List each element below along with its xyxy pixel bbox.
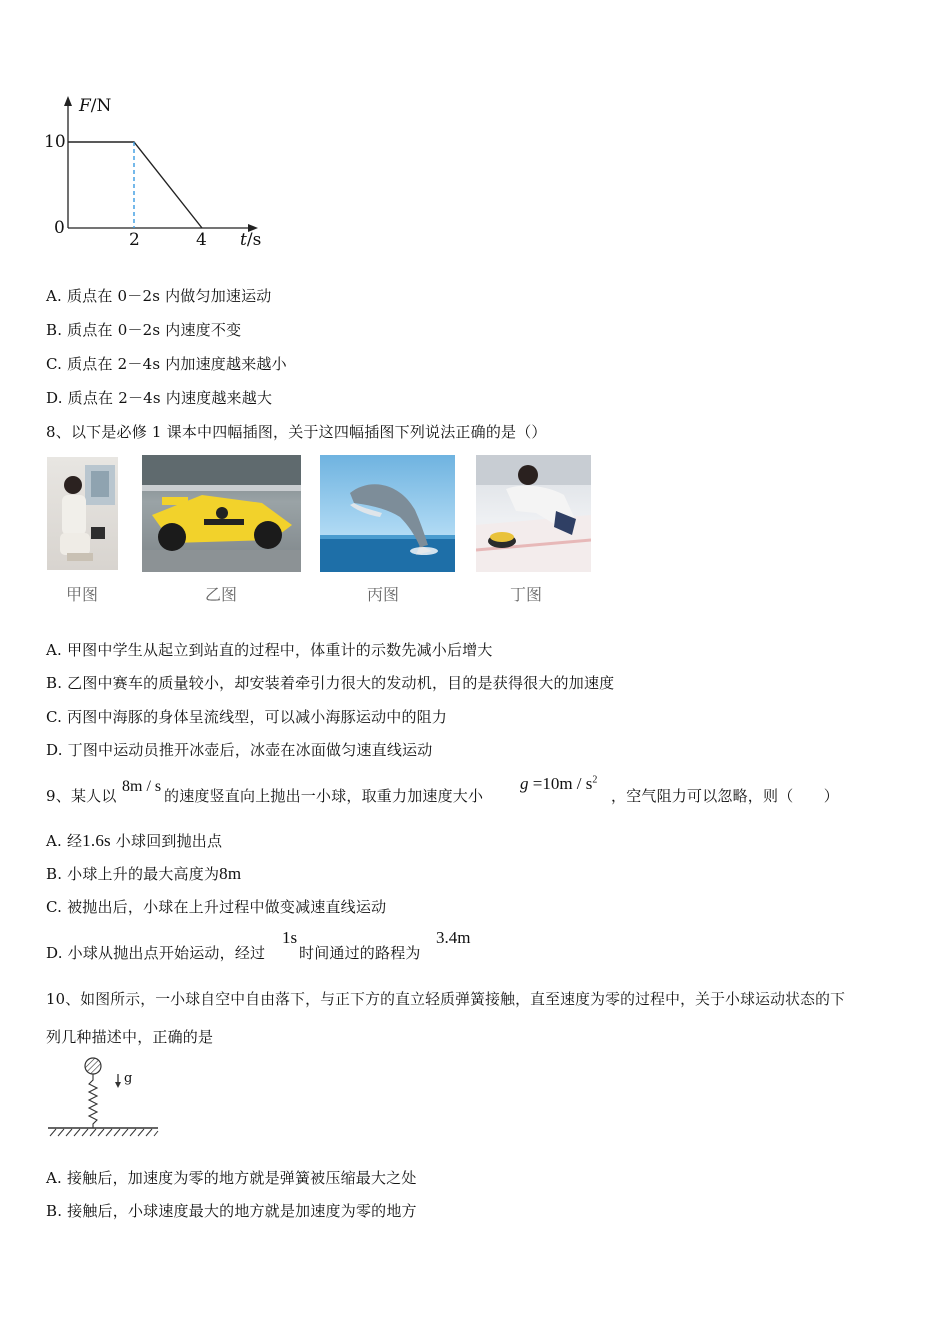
q9-option-a [46, 830, 222, 851]
ball [85, 1058, 101, 1074]
q10-option-a: A. 接触后，加速度为零的地方就是弹簧被压缩最大之处 [46, 1169, 417, 1187]
q8-option-c: C. 丙图中海豚的身体呈流线型，可以减小海豚运动中的阻力 [46, 708, 448, 726]
graph-origin: 0 [54, 218, 65, 238]
q9-speed: 8m / s [122, 778, 162, 795]
q8-option-b: B. 乙图中赛车的质量较小，却安装着牵引力很大的发动机，目的是获得很大的加速度 [46, 674, 615, 692]
graph-y-axis-italic: F [79, 96, 91, 116]
gravity-arrowhead [115, 1082, 121, 1088]
figure-g-label: g [124, 1071, 133, 1086]
q9-option-d-part1: D. 小球从抛出点开始运动，经过 [46, 944, 266, 962]
q9-g-expr: $g =10m / s^2$ [520, 774, 598, 793]
q9-stem-part2: 的速度竖直向上抛出一小球，取重力加速度大小 [164, 787, 484, 805]
q8-option-a: A. 甲图中学生从起立到站直的过程中，体重计的示数先减小后增大 [46, 641, 493, 659]
q9-option-a-math: 1.6s [82, 831, 111, 850]
y-axis-arrow [64, 96, 72, 106]
spring [89, 1074, 97, 1128]
q10-stem-line2: 列几种描述中，正确的是 [46, 1028, 214, 1046]
photo-jia-student-scale [47, 457, 118, 570]
caption-jia: 甲图 [66, 585, 99, 604]
q7-option-d: D. 质点在 2－4s 内速度越来越大 [46, 389, 273, 407]
q7-option-b: B. 质点在 0－2s 内速度不变 [46, 321, 242, 339]
q9-option-b-math: 8m [219, 864, 242, 883]
graph-x-tick-4: 4 [196, 230, 207, 250]
q9-option-d-dist: 3.4m [436, 928, 471, 947]
q9-stem-part1: 9、某人以 [46, 787, 117, 805]
graph-y-tick-10: 10 [44, 132, 66, 152]
ball-spring-figure [44, 1052, 164, 1142]
q7-option-a: A. 质点在 0－2s 内做匀加速运动 [46, 287, 272, 305]
q9-option-a-text1: A. 经 [46, 832, 83, 850]
photo-yi-race-car [142, 455, 301, 572]
q9-option-b [46, 863, 241, 884]
q8-option-d: D. 丁图中运动员推开冰壶后，冰壶在冰面做匀速直线运动 [46, 741, 433, 759]
force-line [68, 142, 202, 228]
graph-x-axis-unit: /s [246, 230, 262, 250]
q8-stem: 8、以下是必修 1 课本中四幅插图，关于这四幅插图下列说法正确的是（） [46, 423, 547, 441]
q9-option-b-text: B. 小球上升的最大高度为 [46, 865, 220, 883]
q9-stem-part3: ，空气阻力可以忽略，则（ ） [611, 787, 840, 805]
graph-y-axis-unit: /N [90, 96, 112, 116]
caption-yi: 乙图 [205, 585, 238, 604]
q9-option-a-text2: 小球回到抛出点 [110, 832, 223, 850]
graph-x-axis-italic: t [240, 230, 247, 250]
graph-y-axis-label [79, 96, 111, 116]
q10-stem-line1: 10、如图所示，一小球自空中自由落下，与正下方的直立轻质弹簧接触，直至速度为零的过程中，关于小球运动状态的下 [46, 991, 846, 1008]
ground-hatching [50, 1129, 158, 1136]
graph-x-tick-2: 2 [129, 230, 140, 250]
caption-bing: 丙图 [367, 585, 400, 604]
q10-option-b: B. 接触后，小球速度最大的地方就是加速度为零的地方 [46, 1202, 417, 1220]
q9-option-c: C. 被抛出后，小球在上升过程中做变减速直线运动 [46, 898, 387, 916]
caption-ding: 丁图 [510, 585, 543, 604]
graph-x-axis-label [240, 230, 261, 250]
q9-option-d-time: 1s [282, 928, 298, 947]
photo-ding-curling [476, 455, 591, 572]
q7-option-c: C. 质点在 2－4s 内加速度越来越小 [46, 355, 287, 373]
photo-bing-dolphin [320, 455, 455, 572]
q9-option-d-part2: 时间通过的路程为 [299, 944, 421, 962]
